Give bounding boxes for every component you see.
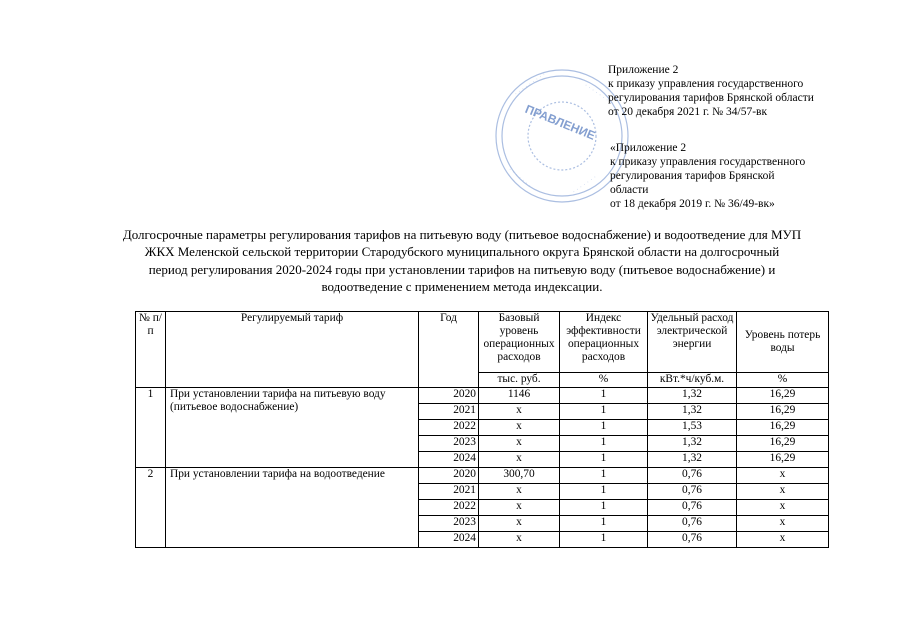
cell-water-losses: x (737, 516, 829, 532)
header-water-losses: Уровень потерь воды (737, 312, 829, 373)
cell-energy-consumption: 1,32 (648, 404, 737, 420)
cell-year: 2020 (419, 388, 479, 404)
table-row (136, 388, 829, 404)
cell-base-opex: x (479, 500, 560, 516)
unit-water-losses: % (737, 373, 829, 388)
header-base-opex: Базовый уровень операционных расходов (479, 312, 560, 373)
appendix-current-header (608, 63, 814, 119)
appendix-line: регулирования тарифов Брянской (610, 170, 775, 182)
cell-energy-consumption: 1,32 (648, 388, 737, 404)
header-num: № п/п (136, 312, 166, 388)
cell-base-opex: x (479, 484, 560, 500)
table-row (136, 468, 829, 484)
unit-base-opex: тыс. руб. (479, 373, 560, 388)
unit-efficiency-index: % (560, 373, 648, 388)
row-number: 2 (136, 468, 166, 548)
cell-base-opex: x (479, 404, 560, 420)
cell-water-losses: 16,29 (737, 420, 829, 436)
cell-water-losses: x (737, 500, 829, 516)
cell-water-losses: x (737, 484, 829, 500)
header-year: Год (419, 312, 479, 388)
cell-water-losses: 16,29 (737, 388, 829, 404)
cell-efficiency-index: 1 (560, 420, 648, 436)
cell-energy-consumption: 1,53 (648, 420, 737, 436)
header-tariff: Регулируемый тариф (166, 312, 419, 388)
document-title (82, 226, 842, 296)
cell-efficiency-index: 1 (560, 404, 648, 420)
stamp-center-text: ПРАВЛЕНИЕ (523, 101, 598, 143)
cell-energy-consumption: 0,76 (648, 500, 737, 516)
cell-efficiency-index: 1 (560, 388, 648, 404)
cell-water-losses: x (737, 532, 829, 548)
unit-energy-consumption: кВт.*ч/куб.м. (648, 373, 737, 388)
cell-efficiency-index: 1 (560, 436, 648, 452)
cell-efficiency-index: 1 (560, 484, 648, 500)
appendix-line: от 20 декабря 2021 г. № 34/57-вк (608, 106, 768, 118)
cell-energy-consumption: 0,76 (648, 468, 737, 484)
cell-base-opex: x (479, 436, 560, 452)
appendix-previous-header (610, 141, 805, 211)
cell-base-opex: x (479, 452, 560, 468)
title-line: ЖКХ Меленской сельской территории Стародубского муниципального округа Брянской области на долгосрочный (144, 244, 780, 260)
header-efficiency-index: Индекс эффективности операционных расходов (560, 312, 648, 373)
appendix-line: регулирования тарифов Брянской области (608, 92, 814, 104)
cell-efficiency-index: 1 (560, 532, 648, 548)
cell-year: 2023 (419, 516, 479, 532)
svg-text:· · · · · · ·: · · · · · · · (571, 173, 599, 196)
cell-year: 2021 (419, 484, 479, 500)
cell-year: 2024 (419, 452, 479, 468)
header-energy-consumption: Удельный расход электрической энергии (648, 312, 737, 373)
cell-base-opex: x (479, 516, 560, 532)
tariff-name: При установлении тарифа на питьевую воду (питьевое водоснабжение) (166, 388, 419, 468)
tariff-parameters-table (135, 311, 829, 548)
appendix-line: к приказу управления государственного (610, 156, 806, 168)
cell-year: 2023 (419, 436, 479, 452)
appendix-line: к приказу управления государственного (608, 78, 804, 90)
cell-year: 2022 (419, 420, 479, 436)
row-number: 1 (136, 388, 166, 468)
cell-base-opex: 1146 (479, 388, 560, 404)
cell-water-losses: 16,29 (737, 404, 829, 420)
appendix-line: «Приложение 2 (610, 142, 687, 154)
cell-base-opex: 300,70 (479, 468, 560, 484)
title-line: водоотведение с применением метода индексации. (321, 279, 603, 295)
cell-energy-consumption: 0,76 (648, 484, 737, 500)
appendix-line: от 18 декабря 2019 г. № 36/49-вк» (610, 198, 775, 210)
cell-water-losses: 16,29 (737, 436, 829, 452)
cell-energy-consumption: 0,76 (648, 516, 737, 532)
svg-text:· · · · · · ·: · · · · · · · (506, 166, 533, 190)
cell-energy-consumption: 1,32 (648, 436, 737, 452)
cell-water-losses: 16,29 (737, 452, 829, 468)
svg-text:· · · · · · · ·: · · · · · · · · (582, 81, 614, 107)
cell-efficiency-index: 1 (560, 516, 648, 532)
title-line: период регулирования 2020-2024 годы при установлении тарифов на питьевую воду (питьевое водоснабжение) и (148, 261, 776, 277)
cell-energy-consumption: 1,32 (648, 452, 737, 468)
cell-water-losses: x (737, 468, 829, 484)
appendix-line: Приложение 2 (608, 64, 679, 76)
table-body (136, 388, 829, 548)
cell-base-opex: x (479, 420, 560, 436)
cell-year: 2021 (419, 404, 479, 420)
title-line: Долгосрочные параметры регулирования тарифов на питьевую воду (питьевое водоснабжение) и водоотведение для МУП (122, 227, 802, 242)
cell-base-opex: x (479, 532, 560, 548)
cell-efficiency-index: 1 (560, 452, 648, 468)
tariff-name: При установлении тарифа на водоотведение (166, 468, 419, 548)
cell-year: 2024 (419, 532, 479, 548)
cell-efficiency-index: 1 (560, 500, 648, 516)
cell-year: 2020 (419, 468, 479, 484)
cell-energy-consumption: 0,76 (648, 532, 737, 548)
svg-text:· · · · · · · · ·: · · · · · · · · · (513, 70, 548, 98)
cell-year: 2022 (419, 500, 479, 516)
appendix-line: области (610, 184, 649, 196)
cell-efficiency-index: 1 (560, 468, 648, 484)
